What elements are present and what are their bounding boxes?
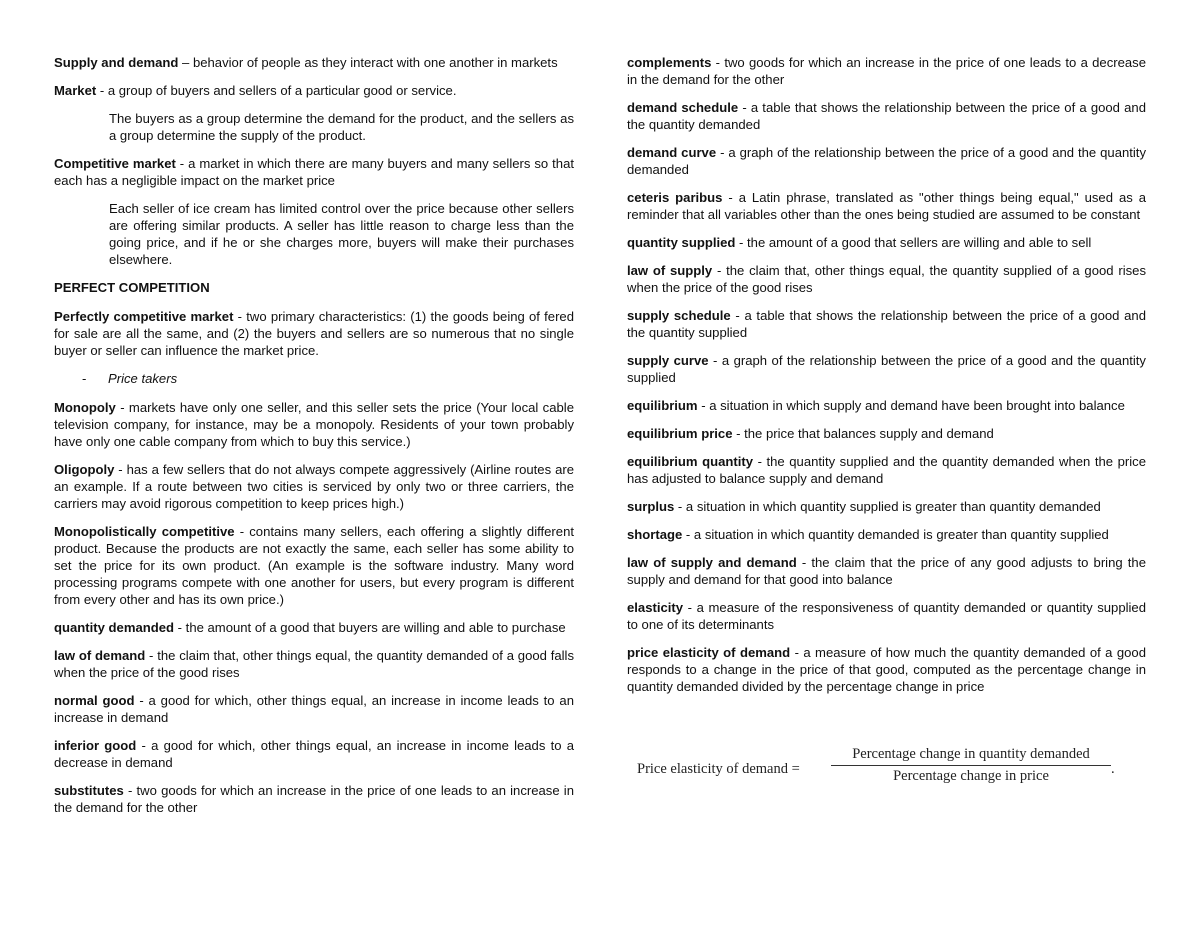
term: quantity demanded xyxy=(54,620,175,635)
entry-complements xyxy=(627,54,1146,88)
term: equilibrium quantity xyxy=(627,454,754,469)
entry-equilibrium-quantity xyxy=(627,453,1146,487)
entry-demand-curve xyxy=(627,144,1146,178)
term: supply curve xyxy=(627,353,709,368)
term: Competitive market xyxy=(54,156,176,171)
entry-quantity-demanded xyxy=(54,619,574,636)
definition: - a market in which there are many buyers and many sellers so that each has a negligible impact on the market price xyxy=(54,156,574,188)
entry-inferior-good xyxy=(54,737,574,771)
formula-lhs: Price elasticity of demand = xyxy=(637,761,800,777)
entry-oligopoly xyxy=(54,461,574,512)
entry-elasticity xyxy=(627,599,1146,633)
entry-supply-curve xyxy=(627,352,1146,386)
definition: - has a few sellers that do not always compete aggressively (Airline routes are an example. If a route between two cities is serviced by only two or three carriers, the carriers may avoid rigorous competition to keep prices high.) xyxy=(54,462,574,511)
entry-market xyxy=(54,82,574,99)
right-column xyxy=(627,54,1146,706)
term: law of demand xyxy=(54,648,146,663)
entry-competitive-market xyxy=(54,155,574,189)
entry-law-of-supply-and-demand xyxy=(627,554,1146,588)
definition: - two primary characteristics: (1) the goods being of fered for sale are all the same, and (2) the buyers and sellers are so numerous that no single buyer or seller can influence the market price. xyxy=(54,309,574,358)
term: Supply and demand xyxy=(54,55,179,70)
bullet-dash: - xyxy=(82,371,87,386)
entry-supply-and-demand xyxy=(54,54,574,71)
entry-price-elasticity-of-demand xyxy=(627,644,1146,695)
term: ceteris paribus xyxy=(627,190,723,205)
entry-supply-schedule xyxy=(627,307,1146,341)
entry-monopolistically-competitive xyxy=(54,523,574,608)
definition: - markets have only one seller, and this seller sets the price (Your local cable television company, for instance, may be a monopoly. Residents of your town probably have only one cable company from which to buy this service.) xyxy=(54,400,574,449)
definition: - the amount of a good that buyers are willing and able to purchase xyxy=(174,620,566,635)
definition: - a situation in which quantity demanded is greater than quantity supplied xyxy=(682,527,1109,542)
term: complements xyxy=(627,55,712,70)
formula-denominator: Percentage change in price xyxy=(893,768,1049,784)
entry-law-of-demand xyxy=(54,647,574,681)
term: demand curve xyxy=(627,145,717,160)
bullet-text: Price takers xyxy=(108,371,178,386)
term: Market xyxy=(54,83,97,98)
term: substitutes xyxy=(54,783,124,798)
formula-period: . xyxy=(1111,761,1115,777)
term: normal good xyxy=(54,693,135,708)
entry-normal-good xyxy=(54,692,574,726)
term: Monopoly xyxy=(54,400,116,415)
definition: - a group of buyers and sellers of a particular good or service. xyxy=(96,83,457,98)
term: surplus xyxy=(627,499,675,514)
term: shortage xyxy=(627,527,683,542)
entry-law-of-supply xyxy=(627,262,1146,296)
entry-equilibrium xyxy=(627,397,1146,414)
competitive-market-note: Each seller of ice cream has limited control over the price because other sellers are offering similar products. A seller has little reason to charge less than the going price, and if he or she charges more, buyers will make their purchases elsewhere. xyxy=(109,201,574,267)
definition: - two goods for which an increase in the price of one leads to a decrease in the demand for the other xyxy=(627,55,1146,87)
definition: - contains many sellers, each offering a slightly different product. Because the products are not exactly the same, each seller has some ability to set the price for its own product. (An example is the software industry. Many word processing programs compete with one another for users, but every program is different from every other and has its own price.) xyxy=(54,524,574,607)
entry-quantity-supplied xyxy=(627,234,1146,251)
definition: - the claim that the price of any good adjusts to bring the supply and demand for that good into balance xyxy=(627,555,1146,587)
market-note: The buyers as a group determine the demand for the product, and the sellers as a group determine the supply of the product. xyxy=(109,111,574,143)
term: Perfectly competitive market xyxy=(54,309,234,324)
bullet-price-takers xyxy=(82,370,574,387)
entry-substitutes xyxy=(54,782,574,816)
definition: - a table that shows the relationship between the price of a good and the quantity demanded xyxy=(627,100,1146,132)
formula-numerator: Percentage change in quantity demanded xyxy=(831,746,1111,766)
definition: - the amount of a good that sellers are willing and able to sell xyxy=(735,235,1092,250)
entry-equilibrium-price xyxy=(627,425,1146,442)
entry-surplus xyxy=(627,498,1146,515)
definition: - a situation in which quantity supplied is greater than quantity demanded xyxy=(674,499,1101,514)
elasticity-formula xyxy=(637,746,1127,792)
definition: - a good for which, other things equal, an increase in income leads to a decrease in demand xyxy=(54,738,574,770)
term: supply schedule xyxy=(627,308,731,323)
term: Oligopoly xyxy=(54,462,115,477)
entry-perfectly-competitive-market xyxy=(54,308,574,359)
formula-fraction xyxy=(831,746,1111,785)
definition: – behavior of people as they interact with one another in markets xyxy=(178,55,558,70)
entry-monopoly xyxy=(54,399,574,450)
term: Monopolistically competitive xyxy=(54,524,235,539)
definition: - a measure of how much the quantity demanded of a good responds to a change in the price of that good, computed as the percentage change in quantity demanded divided by the percentage change in price xyxy=(627,645,1146,694)
definition: - the price that balances supply and demand xyxy=(732,426,994,441)
term: inferior good xyxy=(54,738,137,753)
definition: - a Latin phrase, translated as "other things being equal," used as a reminder that all variables other than the ones being studied are assumed to be constant xyxy=(627,190,1146,222)
definition: - the claim that, other things equal, the quantity supplied of a good rises when the price of the good rises xyxy=(627,263,1146,295)
term: price elasticity of demand xyxy=(627,645,791,660)
term: law of supply xyxy=(627,263,713,278)
definition: - a situation in which supply and demand have been brought into balance xyxy=(697,398,1125,413)
definition: - the claim that, other things equal, the quantity demanded of a good falls when the price of the good rises xyxy=(54,648,574,680)
definition: - a graph of the relationship between the price of a good and the quantity demanded xyxy=(627,145,1146,177)
definition: - a measure of the responsiveness of quantity demanded or quantity supplied to one of its determinants xyxy=(627,600,1146,632)
term: quantity supplied xyxy=(627,235,736,250)
definition: - a table that shows the relationship between the price of a good and the quantity supplied xyxy=(627,308,1146,340)
definition: - a graph of the relationship between the price of a good and the quantity supplied xyxy=(627,353,1146,385)
term: equilibrium xyxy=(627,398,698,413)
entry-shortage xyxy=(627,526,1146,543)
entry-demand-schedule xyxy=(627,99,1146,133)
term: elasticity xyxy=(627,600,684,615)
term: demand schedule xyxy=(627,100,739,115)
left-column xyxy=(54,54,574,827)
definition: - the quantity supplied and the quantity demanded when the price has adjusted to balance supply and demand xyxy=(627,454,1147,486)
definition: - a good for which, other things equal, an increase in income leads to an increase in demand xyxy=(54,693,574,725)
term: equilibrium price xyxy=(627,426,733,441)
section-heading: PERFECT COMPETITION xyxy=(54,280,210,295)
definition: - two goods for which an increase in the price of one leads to an increase in the demand for the other xyxy=(54,783,574,815)
term: law of supply and demand xyxy=(627,555,797,570)
entry-ceteris-paribus xyxy=(627,189,1146,223)
